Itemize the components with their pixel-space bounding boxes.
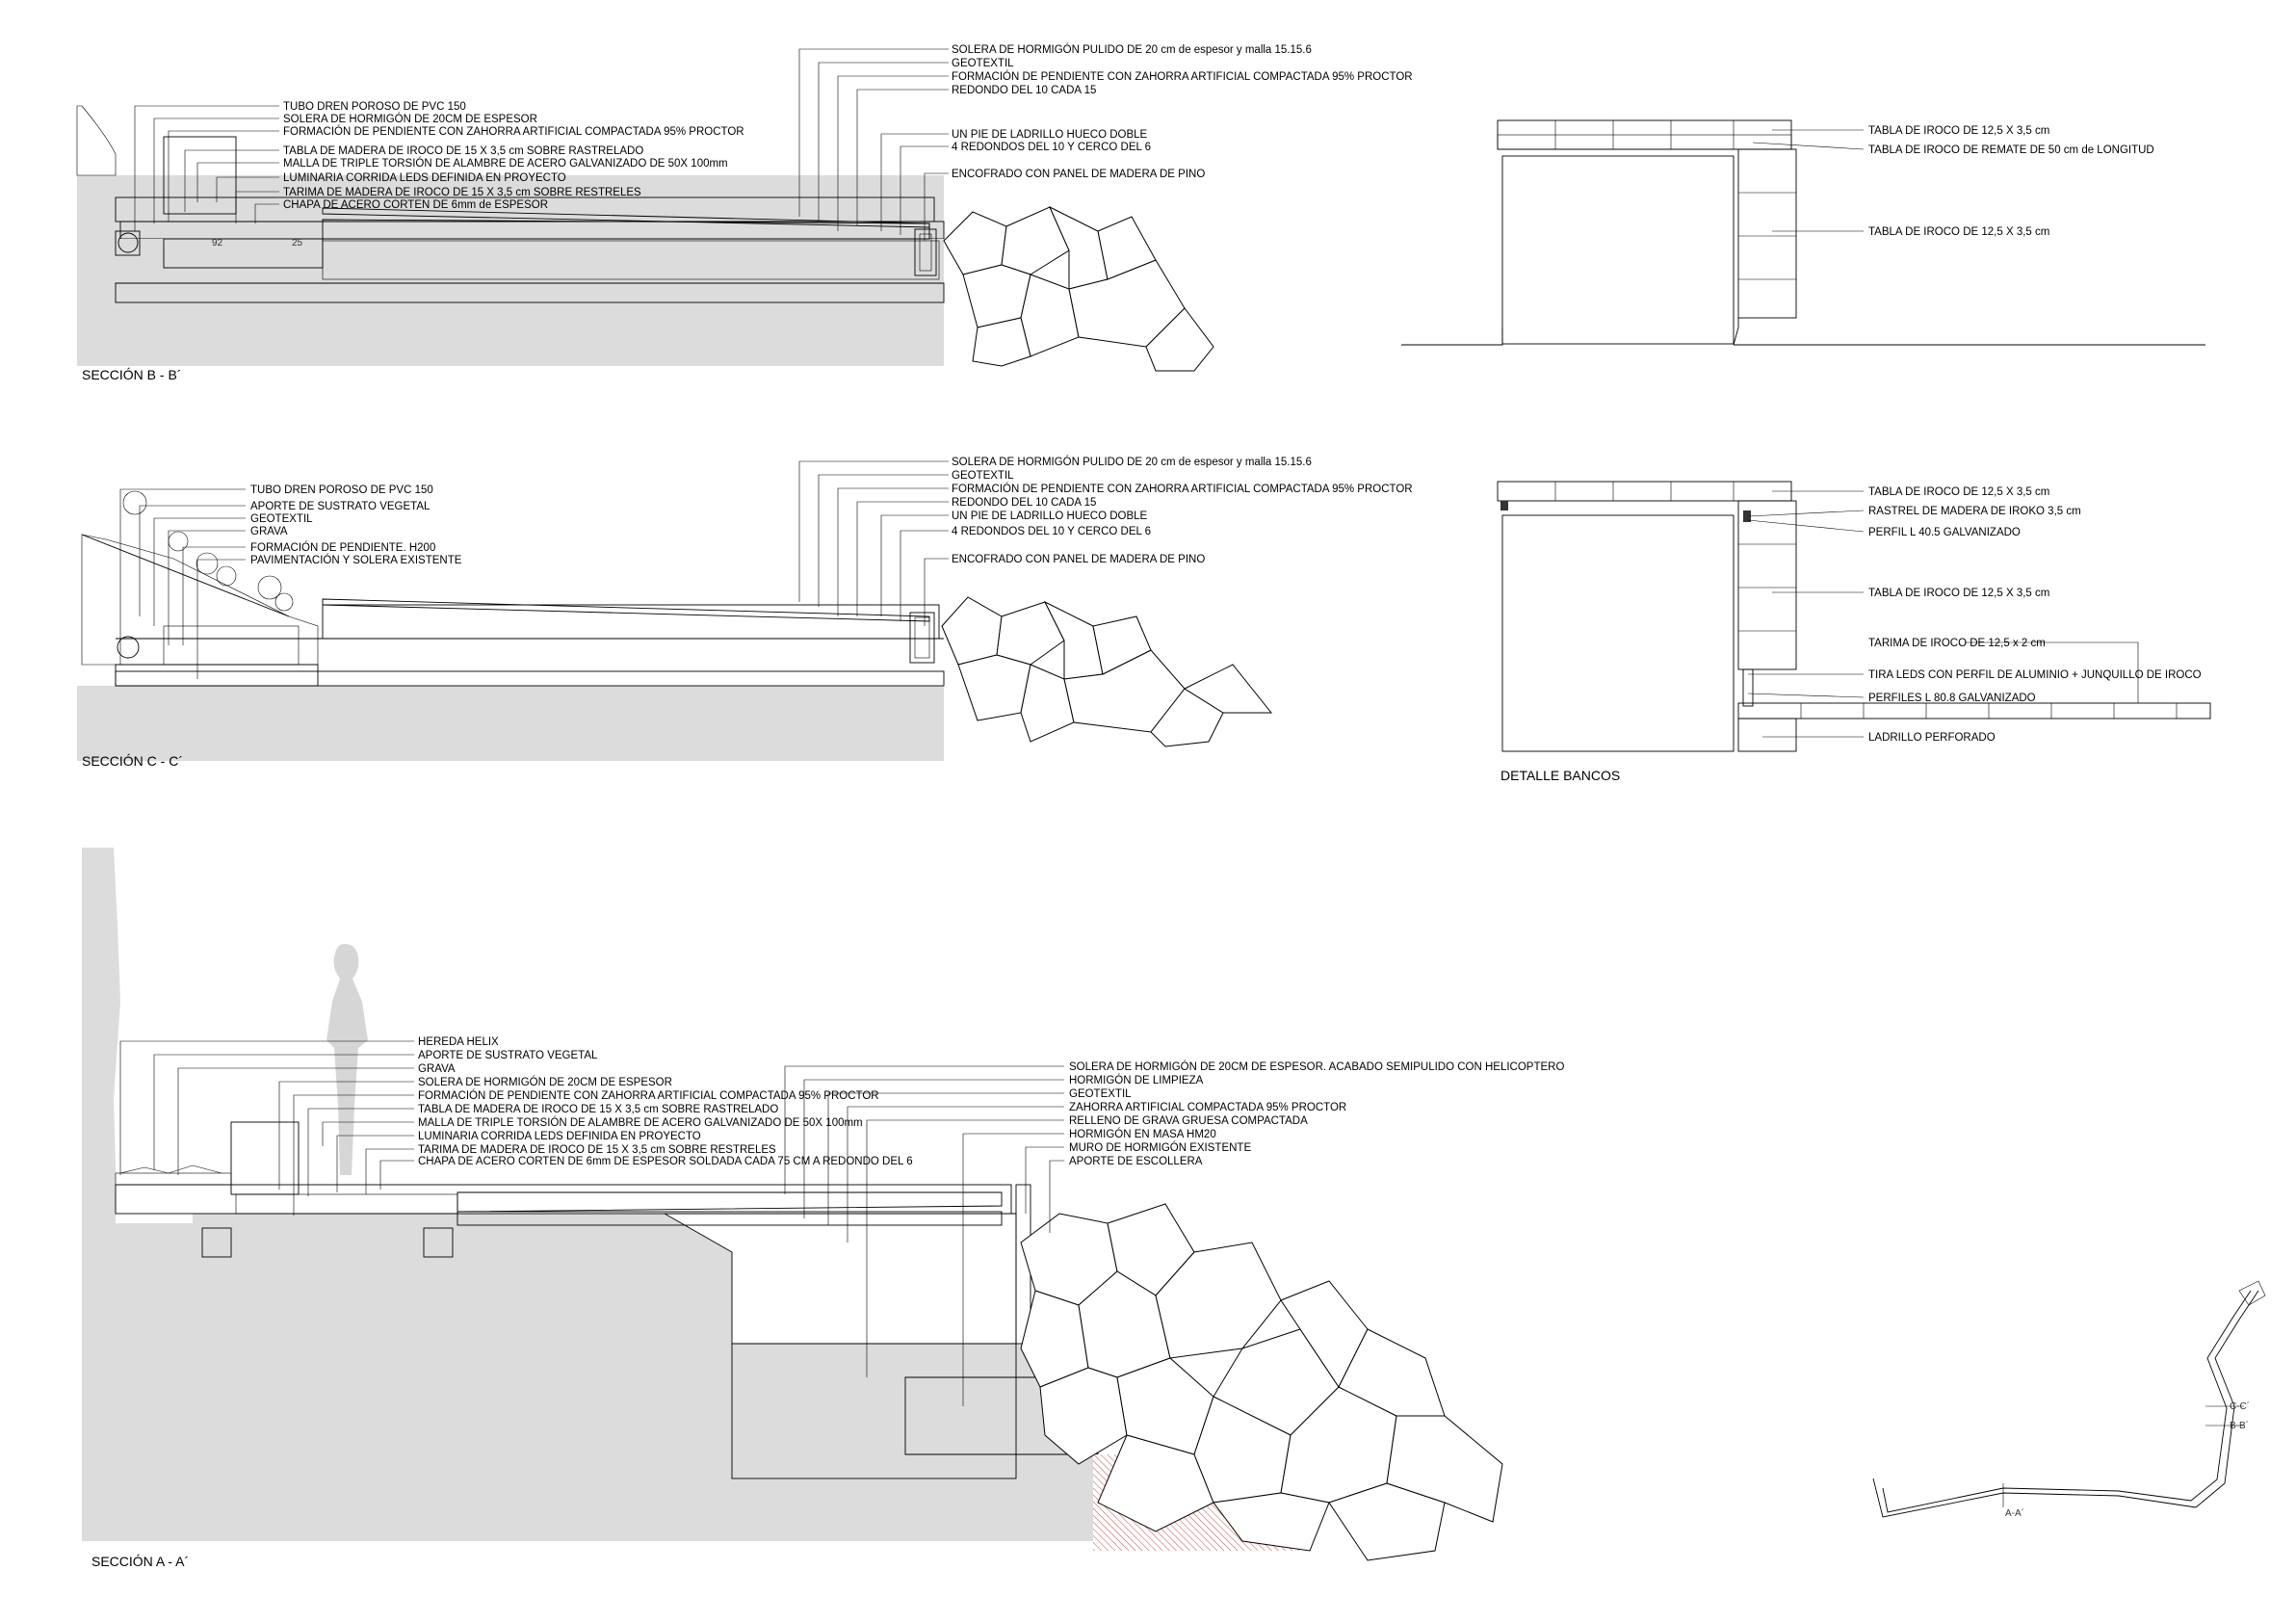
bb-label-drain: TUBO DREN POROSO DE PVC 150 [283, 101, 466, 113]
cc-zahorra-layer [323, 605, 939, 639]
bb-label-tarima: TARIMA DE MADERA DE IROCO DE 15 X 3,5 cm SOBRE RESTRELES [283, 187, 641, 198]
section-bb [77, 43, 1413, 382]
section-aa [82, 848, 1564, 1569]
aa-label-zahorra: ZAHORRA ARTIFICIAL COMPACTADA 95% PROCTOR [1069, 1102, 1347, 1113]
aa-left-wall [82, 848, 120, 1223]
bb-label-pendiente: FORMACIÓN DE PENDIENTE CON ZAHORRA ARTIFICIAL COMPACTADA 95% PROCTOR [283, 126, 744, 138]
aa-label-tarima: TARIMA DE MADERA DE IROCO DE 15 X 3,5 cm SOBRE RESTRELES [418, 1144, 776, 1156]
bb-label-geotextil: GEOTEXTIL [952, 58, 1014, 69]
top-detail-label-1: TABLA DE IROCO DE 12,5 X 3,5 cm [1868, 125, 2050, 137]
cc-label-pendiente: FORMACIÓN DE PENDIENTE. H200 [250, 542, 436, 554]
bancos-label-tabla-1: TABLA DE IROCO DE 12,5 X 3,5 cm [1868, 486, 2050, 498]
cc-brick-wall [910, 613, 934, 663]
bb-dim-92: 92 [212, 238, 223, 249]
cc-rocks [942, 597, 1271, 746]
bb-dim-25: 25 [292, 238, 303, 249]
bancos-label-tarima: TARIMA DE IROCO DE 12,5 x 2 cm [1868, 638, 2046, 649]
key-plan [1873, 1281, 2265, 1519]
aa-label-hereda: HEREDA HELIX [418, 1036, 499, 1048]
bancos-boards [1738, 501, 1796, 669]
aa-human-figure [326, 944, 368, 1175]
top-detail-boards [1738, 149, 1796, 318]
aa-label-chapa: CHAPA DE ACERO CORTEN DE 6mm DE ESPESOR SOLDADA CADA 75 CM A REDONDO DEL 6 [418, 1156, 913, 1167]
bb-label-chapa: CHAPA DE ACERO CORTEN DE 6mm de ESPESOR [283, 199, 549, 211]
aa-label-tabla: TABLA DE MADERA DE IROCO DE 15 X 3,5 cm SOBRE RASTRELADO [418, 1104, 779, 1115]
bancos-brick [1502, 515, 1734, 751]
cc-label-solera-pulido: SOLERA DE HORMIGÓN PULIDO DE 20 cm de espesor y malla 15.15.6 [952, 457, 1312, 468]
bb-label-ladrillo: UN PIE DE LADRILLO HUECO DOBLE [952, 129, 1148, 141]
aa-label-solera: SOLERA DE HORMIGÓN DE 20CM DE ESPESOR [418, 1077, 672, 1088]
cc-left-callouts [120, 489, 246, 679]
aa-label-hm20: HORMIGÓN EN MASA HM20 [1069, 1129, 1216, 1140]
cc-label-drain: TUBO DREN POROSO DE PVC 150 [250, 484, 433, 496]
key-plan-mark-cc: C-C´ [2230, 1401, 2251, 1412]
cc-slab-slope [323, 599, 929, 621]
cc-label-redondos-cerco: 4 REDONDOS DEL 10 Y CERCO DEL 6 [952, 526, 1152, 537]
aa-gabion-mesh [231, 1122, 299, 1194]
bb-lower-mass [116, 239, 944, 306]
cc-title: SECCIÓN C - C´ [82, 753, 183, 769]
top-detail-label-2: TABLA DE IROCO DE REMATE DE 50 cm de LONGITUD [1868, 144, 2154, 156]
bancos-label-tabla-2: TABLA DE IROCO DE 12,5 X 3,5 cm [1868, 588, 2050, 599]
detail-bancos [1498, 482, 2210, 783]
section-cc [77, 456, 1413, 769]
bancos-label-leds: TIRA LEDS CON PERFIL DE ALUMINIO + JUNQUILLO DE IROCO [1868, 669, 2202, 681]
aa-label-malla: MALLA DE TRIPLE TORSIÓN DE ALAMBRE DE ACERO GALVANIZADO DE 50X 100mm [418, 1117, 863, 1129]
bb-label-encofrado: ENCOFRADO CON PANEL DE MADERA DE PINO [952, 169, 1206, 180]
aa-label-limpieza: HORMIGÓN DE LIMPIEZA [1069, 1075, 1204, 1086]
bancos-label-rastrel: RASTREL DE MADERA DE IROKO 3,5 cm [1868, 506, 2081, 517]
bancos-label-perfil-40: PERFIL L 40.5 GALVANIZADO [1868, 527, 2021, 538]
cc-label-zahorra: FORMACIÓN DE PENDIENTE CON ZAHORRA ARTIFICIAL COMPACTADA 95% PROCTOR [952, 484, 1413, 495]
top-detail-brick [1502, 156, 1734, 344]
bb-label-tabla: TABLA DE MADERA DE IROCO DE 15 X 3,5 cm SOBRE RASTRELADO [283, 145, 644, 157]
bb-label-solera: SOLERA DE HORMIGÓN DE 20CM DE ESPESOR [283, 114, 537, 125]
bancos-title: DETALLE BANCOS [1500, 768, 1621, 783]
cc-label-encofrado: ENCOFRADO CON PANEL DE MADERA DE PINO [952, 554, 1206, 565]
bb-label-zahorra: FORMACIÓN DE PENDIENTE CON ZAHORRA ARTIFICIAL COMPACTADA 95% PROCTOR [952, 71, 1413, 83]
bb-label-redondo: REDONDO DEL 10 CADA 15 [952, 85, 1097, 96]
bancos-label-perfiles-80: PERFILES L 80.8 GALVANIZADO [1868, 693, 2036, 704]
cc-ground-mass [77, 686, 944, 761]
cc-label-grava: GRAVA [250, 526, 288, 537]
cc-label-redondo: REDONDO DEL 10 CADA 15 [952, 497, 1097, 509]
bb-rocks [944, 207, 1213, 371]
bb-label-luminaria: LUMINARIA CORRIDA LEDS DEFINIDA EN PROYECTO [283, 172, 566, 184]
aa-label-escollera: APORTE DE ESCOLLERA [1069, 1156, 1203, 1167]
aa-label-relleno: RELLENO DE GRAVA GRUESA COMPACTADA [1069, 1115, 1308, 1127]
cc-label-ladrillo: UN PIE DE LADRILLO HUECO DOBLE [952, 510, 1148, 522]
aa-label-pendiente: FORMACIÓN DE PENDIENTE CON ZAHORRA ARTIFICIAL COMPACTADA 95% PROCTOR [418, 1090, 879, 1102]
top-detail-label-3: TABLA DE IROCO DE 12,5 X 3,5 cm [1868, 226, 2050, 238]
cc-right-callouts [799, 461, 949, 626]
aa-label-grava: GRAVA [418, 1063, 456, 1075]
key-plan-mark-aa: A-A´ [2005, 1508, 2024, 1519]
aa-label-luminaria: LUMINARIA CORRIDA LEDS DEFINIDA EN PROYECTO [418, 1131, 701, 1142]
cc-label-geotextil: GEOTEXTIL [250, 513, 313, 525]
cc-label-sustrato: APORTE DE SUSTRATO VEGETAL [250, 501, 430, 512]
aa-label-solera-semipulido: SOLERA DE HORMIGÓN DE 20CM DE ESPESOR. ACABADO SEMIPULIDO CON HELICOPTERO [1069, 1061, 1565, 1073]
bancos-tarima [1738, 703, 2210, 719]
aa-label-muro: MURO DE HORMIGÓN EXISTENTE [1069, 1142, 1252, 1154]
key-plan-mark-bb: B-B´ [2230, 1421, 2249, 1431]
aa-label-geotextil: GEOTEXTIL [1069, 1088, 1132, 1100]
bb-title: SECCIÓN B - B´ [82, 367, 182, 382]
cc-label-pavimentacion: PAVIMENTACIÓN Y SOLERA EXISTENTE [250, 555, 462, 566]
aa-slab [457, 1192, 1002, 1212]
bb-label-malla: MALLA DE TRIPLE TORSIÓN DE ALAMBRE DE ACERO GALVANIZADO DE 50X 100mm [283, 158, 728, 170]
aa-left-callouts [120, 1041, 414, 1216]
bb-left-slope [77, 106, 116, 175]
bb-label-solera-pulido: SOLERA DE HORMIGÓN PULIDO DE 20 cm de espesor y malla 15.15.6 [952, 44, 1312, 56]
aa-label-sustrato: APORTE DE SUSTRATO VEGETAL [418, 1050, 598, 1061]
aa-title: SECCIÓN A - A´ [91, 1554, 190, 1569]
detail-top [1401, 120, 2205, 345]
bancos-label-ladrillo: LADRILLO PERFORADO [1868, 732, 1996, 744]
cc-label-geotextil-r: GEOTEXTIL [952, 470, 1014, 482]
bb-label-redondos-cerco: 4 REDONDOS DEL 10 Y CERCO DEL 6 [952, 142, 1152, 153]
